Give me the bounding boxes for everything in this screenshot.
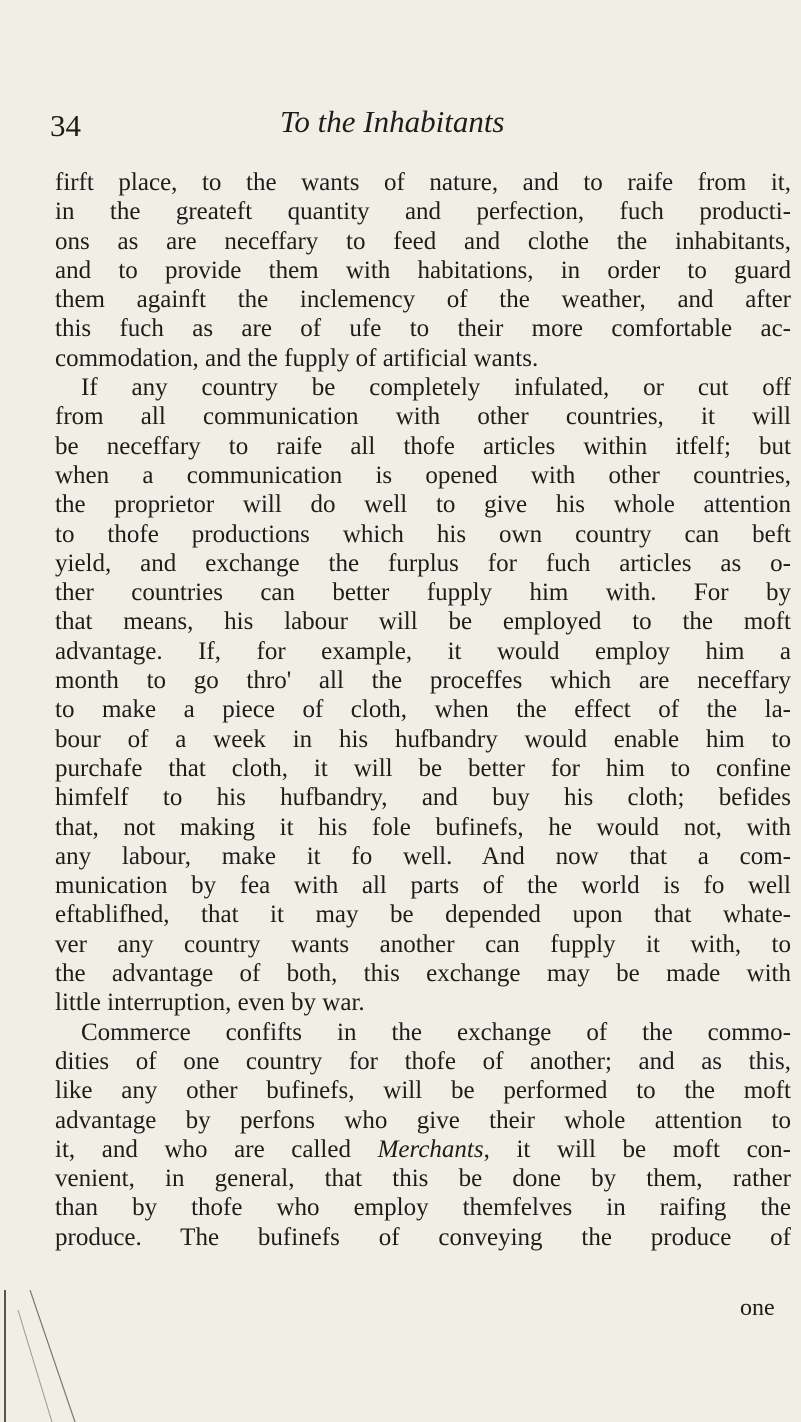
text-line: produce. The bufinefs of conveying the produce of [55, 1223, 791, 1251]
text-line: when a communication is opened with other countries, [55, 461, 791, 489]
text-line: advantage by perfons who give their whole attention to [55, 1106, 791, 1134]
catchword: one [740, 1295, 775, 1321]
text-line: purchafe that cloth, it will be better for him to confine [55, 754, 791, 782]
page-header [50, 104, 790, 152]
text-line: to thofe productions which his own country can beft [55, 520, 791, 548]
text-line: commodation, and the fupply of artificial wants. [55, 344, 539, 372]
text-line: be neceffary to raife all thofe articles within itfelf; but [55, 432, 791, 460]
text-line: like any other bufinefs, will be performed to the moft [55, 1077, 791, 1105]
running-title: To the Inhabitants [280, 104, 505, 139]
binding-edge-mark [0, 1290, 120, 1422]
text-line: this fuch as are of ufe to their more comfortable ac- [55, 315, 791, 343]
text-line: ver any country wants another can fupply it with, to [55, 930, 791, 958]
body-text [55, 168, 791, 1252]
text-line: that, not making it his fole bufinefs, he would not, with [55, 813, 791, 841]
text-line: them againft the inclemency of the weather, and after [55, 286, 791, 314]
text-line: little interruption, even by war. [55, 989, 365, 1017]
text-line: ons as are neceffary to feed and clothe the inhabitants, [55, 227, 791, 255]
text-line: month to go thro' all the proceffes which are neceffary [55, 667, 791, 695]
text-line: venient, in general, that this be done by them, rather [55, 1165, 791, 1193]
text-line: the proprietor will do well to give his whole attention [55, 491, 791, 519]
page-number: 34 [50, 108, 81, 143]
text-line: yield, and exchange the furplus for fuch articles as o- [55, 549, 791, 577]
text-line: ther countries can better fupply him with. For by [55, 579, 791, 607]
text-line: it, and who are called Merchants, it will be moft con- [55, 1135, 791, 1163]
text-line: firft place, to the wants of nature, and to raife from it, [55, 169, 791, 196]
text-line: than by thofe who employ themfelves in raifing the [55, 1194, 791, 1222]
text-line: that means, his labour will be employed to the moft [55, 608, 791, 636]
text-line: from all communication with other countries, it will [55, 403, 791, 431]
text-line: the advantage of both, this exchange may be made with [55, 960, 791, 988]
text-line: himfelf to his hufbandry, and buy his cloth; befides [55, 784, 791, 812]
text-line: and to provide them with habitations, in order to guard [55, 256, 791, 284]
text-line: bour of a week in his hufbandry would enable him to [55, 725, 791, 753]
text-line: Commerce confifts in the exchange of the commo- [81, 1018, 791, 1046]
text-line: dities of one country for thofe of another; and as this, [55, 1047, 791, 1075]
text-line: any labour, make it fo well. And now that a com- [55, 842, 791, 870]
text-line: to make a piece of cloth, when the effect of the la- [55, 696, 791, 724]
text-line: in the greateft quantity and perfection, fuch producti- [55, 198, 791, 226]
text-line: eftablifhed, that it may be depended upon that whate- [55, 901, 791, 929]
text-line: If any country be completely infulated, or cut off [81, 374, 791, 402]
text-line: advantage. If, for example, it would employ him a [55, 637, 791, 665]
text-line: munication by fea with all parts of the world is fo well [55, 872, 791, 900]
